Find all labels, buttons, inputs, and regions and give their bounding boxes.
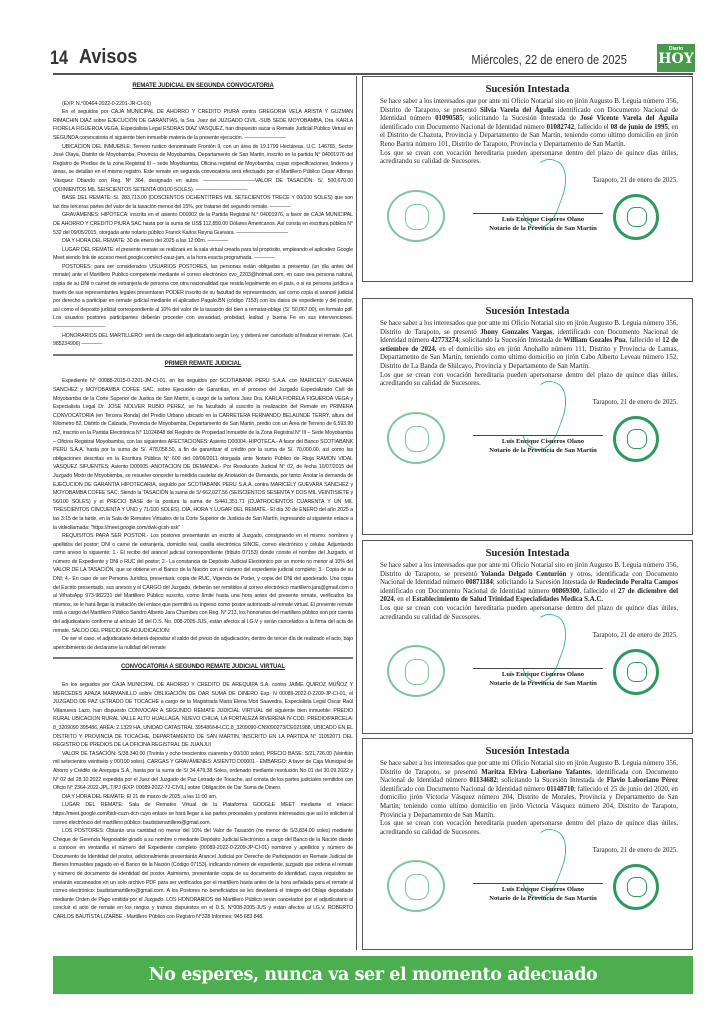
auction-paragraph: GRAVÁMENES: HIPOTECA: inscrita en el asiento D00002 de la Partida Registral N.° 04001976, a favor de CAJA MUNICIPAL DE AHORRO Y CREDITO PIURA SAC hasta por la suma de US$ 112,850.00 Dólares Americanos. Así consta en escritura pública N° 532 del 09/05/2015, otorgada ante notario público Franck Karlos Reyna Guevara. —————————— bbox=[53, 212, 353, 236]
section-title: Avisos bbox=[79, 46, 138, 68]
notary-title: Notario de la Provincia de San Martín bbox=[489, 446, 597, 454]
notice-bold-text: 00871184 bbox=[465, 579, 493, 587]
notice-paragraph bbox=[380, 820, 678, 837]
notary-seal-icon bbox=[613, 864, 659, 910]
auction-notice bbox=[53, 82, 353, 349]
auction-paragraph: LUGAR DEL REMATE: Sala de Remates Virtual de la Plataforma GOOGLE MEET mediante el enlace: https://meet.google.com/bidr-cuzn-dcn cuyo enlace se hará llegar a las partes procesales y postores interesados que así lo soliciten al correo electrónico del martillero público: bautistamartillero@gmail.com. bbox=[53, 802, 353, 826]
notary-round-stamp-icon bbox=[387, 645, 445, 697]
notary-title: Notario de la Provincia de San Martín bbox=[489, 680, 597, 688]
section-rule bbox=[53, 354, 353, 356]
notary-signature-block bbox=[363, 643, 692, 703]
auction-paragraph: De ser el caso, el adjudicatario deberá depositar el saldo del precio de adjudicación, dentro de tercer día de realizado el acto, bajo apercibimiento de declararse la nulidad del remate bbox=[53, 636, 353, 651]
notice-title: Sucesión Intestada bbox=[485, 548, 570, 559]
notice-text: Los que se crean con vocación hereditaria pueden apersonarse dentro del plazo de quince días útiles, acreditando su calidad de Sucesores. bbox=[380, 604, 678, 621]
notice-bold-text: 00869300 bbox=[551, 587, 580, 595]
notary-seal-icon bbox=[613, 194, 659, 240]
auction-notice bbox=[53, 360, 353, 653]
signature-line bbox=[473, 668, 603, 669]
notice-text: Se hace saber a los interesados que por ante mi Oficio Notarial sito en jirón Augusto B. Leguía número 356, Distrito de Tarapoto, se presentó bbox=[380, 98, 678, 114]
notary-name: Luis Enrique Cisneros Olano bbox=[501, 215, 585, 223]
auction-paragraph: En los seguidos por CAJA MUNICIPAL DE AHORRO Y CREDITO DE AREQUIPA S.A. contra JAIME QUIROZ MUÑOZ Y MERCEDES APAZA MARMANILLO sobre OBLIGACIÓN DE DAR SUMA DE DINERO Exp. N 00089-2022-0-2209-JP-CI-01, el JUZGADO DE PAZ LETRADO DE TOCACHE a cargo de la Magistrada Maria Elena Mori Saavedra, Especialista Legal Oscar Raúl Villanueva Lazo, han dispuesto CONVOCAR A SEGUNDO REMATE JUDICIAL VIRTUAL del siguiente bien inmueble: PREDIO RURAL UBICACION RURAL VALLE ALTO HUALLAGA, NUEVO CHILIA, LA FORTALEZA RIVERENA IV-COD. PREDIO/PARCELA: 8_3209090 395486, AREA: 2.1329 HA, UNIDAD CATASTRAL 395486/HH.CC.8_3209090-CN9090273/CE021988, UBICADO EN EL DISTRITO Y PROVINCIA DE TOCACHE, DEPARTAMENTO DE SAN MARTIN, INSCRITO EN LA PARTIDA N° 11052071 DEL REGISTRO DE PREDIOS DE LA OFICINA REGISTRAL DE JUANJUI bbox=[53, 682, 353, 749]
notice-text: ; fallecido el 25 de junio del 2020, en domicilio jirón Victoria Vásquez número 204, Distrito de Morales, Provincia y Departamento de San Martín; teniendo como ultimo domicilio en jirón Victoria Vásquez número 204, Distrito de Tarapoto, Provincia y Departamento de San Martín. bbox=[380, 785, 678, 819]
logo-big-text: HOY bbox=[658, 51, 694, 67]
notice-text: , en el Distrito de Chazuta, Provincia y Departamento de San Martín, teniendo como ultimo domicilio en jirón Reno Bartra número 101, Distrito de Tarapoto, Provincia y Departamento de San Martín. bbox=[380, 123, 679, 148]
auction-paragraph: VALOR DE TASACIÓN: S/38,340.00 (Treinta y ocho trescientos cuarenta y 00/100 soles). PRECIO BASE: S/21,726.00 (Veintiún mil setecientos veintiséis y 00/100 soles). CARGAS Y GRAVÁMENES: ASIENTO D00001 - EMBARGO: A favor de Caja Municipal de Ahorro y Crédito de Arequipa S.A., hasta por la suma de S/ 34,479.38 Soles, ordenado mediante resolución No 01 del 30.09.2022 y N° 02 del 28.10.2022 expedida por el Juez del Juzgado de Paz Letrado de Tocache, así consta de los partes judiciales remitidos con Oficio N° 2364-2022-JPL.T/PJ (EXP. 00089-2022-72-CIVIL) sobre Obligación de Dar Suma de Dinero. bbox=[53, 750, 353, 792]
notary-round-stamp-icon bbox=[387, 860, 445, 912]
notice-bold-text: Maritza Elvira Laboriano Yafantes bbox=[481, 768, 591, 776]
succession-notice bbox=[362, 298, 693, 535]
notary-title: Notario de la Provincia de San Martín bbox=[489, 224, 597, 232]
notice-paragraph bbox=[380, 150, 678, 167]
notice-paragraph bbox=[380, 562, 678, 605]
auction-notice-title: REMATE JUDICIAL EN SEGUNDA CONVOCATORIA bbox=[132, 83, 274, 89]
notice-text: , fallecido el bbox=[574, 123, 611, 131]
notice-text: Se hace saber a los interesados que por ante mi Oficio Notarial sito en jirón Augusto B. Leguía número 356, Distrito de Tarapoto, se presentó bbox=[380, 562, 678, 578]
notice-place-date: Tarapoto, 21 de enero de 2025. bbox=[592, 847, 678, 855]
notary-name: Luis Enrique Cisneros Olano bbox=[501, 671, 585, 679]
notice-title: Sucesión Intestada bbox=[485, 746, 570, 757]
section-rule bbox=[53, 657, 353, 659]
succession-notice bbox=[362, 738, 693, 950]
notice-body bbox=[363, 760, 692, 837]
auction-paragraph: UBICACION DEL INMUEBLE: Terreno rustico denominado Frontón II, con un área de 19.1799 Hectáreas, U.C. 146765, Sector José Olaya, Distrito de Moyobamba, Provincia de Moyobamba, Departamento de San Martín, inscrito en la partida N° 04001976 del Registro de Predios de la zona Registral III – sede Moyobamba, Oficina registral de Moyobamba, cuyas especificaciones, linderos y áreas, se detallan en el mismo registro. Este remate en segunda convocatoria será efectuado por el Martillero Público Cesar Alfonso Vásquez Obando con Reg. Nº 364, designado en autos. ——————————VALOR DE TASACIÓN: S/. 500,670.00 (QUINIENTOS MIL SEISCIENTOS SETENTA 00/100 SOLES). —————————— bbox=[53, 143, 353, 193]
signature-line bbox=[473, 435, 603, 436]
page-number: 14 bbox=[50, 48, 68, 69]
signature-line bbox=[473, 883, 603, 884]
notary-name: Luis Enrique Cisneros Olano bbox=[501, 437, 585, 445]
notice-text: , en el domicilio sito en jirón Anohallo número 111, Distrito y Provincia de Lamas, Departamento de San Martín, teniendo como ultimo domicilio en jirón Cabo Alberto Leveau número 152, Distrito de La Banda de Shilcayo, Provincia y Departamento de San Martín. bbox=[380, 345, 678, 370]
auction-notice bbox=[53, 663, 353, 921]
notice-bold-text: Jhony Gonzales Vargas bbox=[480, 328, 553, 336]
legal-notices-column bbox=[53, 78, 353, 953]
notice-bold-text: William Gozales Pua bbox=[563, 337, 626, 345]
auction-paragraph: HONORARIOS DEL MARTILLERO: será de cargo del adjudicatario según Ley, y deberá ser cancelado al finalizar el remate. (Cel. 985234906) ———— bbox=[53, 332, 353, 348]
notice-text: , identificada con Documento Nacional de Identidad número bbox=[380, 768, 678, 785]
header-rule bbox=[53, 73, 693, 75]
notice-place-date: Tarapoto, 21 de enero de 2025. bbox=[592, 176, 678, 184]
auction-paragraph: LUGAR DEL REMATE: el presente remate se realizará en la sala virtual creada para tal propósito, empleando el aplicativo Google Meet siendo link de acceso meet.google.com/ecf-zauz-jam, a la hora exacta programada. ———— bbox=[53, 246, 353, 262]
notice-text: , identificado con Documento Nacional de Identidad número bbox=[380, 328, 678, 345]
auction-paragraph: (EXP. N.°00464-2022-0-2201-JR-CI-01) bbox=[62, 100, 151, 107]
auction-paragraph: BASE DEL REMATE: S/. 283,713.00 (DOSCIENTOS OCHENTITRES MIL SETECIENTOS TRECE Y 00/100 SOLES) que son las dos terceras partes del valor de la tasación menos del 15%, por tratarse del segundo remate. ———— bbox=[53, 195, 353, 210]
notice-bold-text: Silvia Varela del Águila bbox=[480, 106, 555, 114]
auction-paragraph: En el seguidos por CAJA MUNICIPAL DE AHORRO Y CREDITO PIURA contra GREGORIA VELA ARISTA Y GUZMAN RIMACHIN DIAZ sobre EJECUCIÓN DE GARANTÍAS, la Sra. Juez del JUZGADO CIVIL -SUB SEDE MOYOBAMBA, Dra. KARLA FIORELA FIGUEROA VEGA, Especialista Legal ESDRAS DIAZ VASQUEZ, han dispuesto sacar a Remate Judicial Público Virtual en SEGUNDA convocatoria el siguiente bien inmueble materia de la presente ejecución. ———————— bbox=[53, 109, 353, 141]
auction-paragraph: DIA Y HORA DEL REMATE: El 21 de marzo de 2025, a las 11:00 am. bbox=[62, 793, 218, 800]
notice-text: ; solicitando la Sucesión Intestada de bbox=[462, 115, 581, 123]
notice-text: identificado con Documento Nacional de Identidad número bbox=[380, 106, 679, 123]
notice-paragraph bbox=[380, 320, 678, 372]
auction-paragraph: POSTORES: para ser considerados USUARIOS POSTORES, las personas están obligadas a presentar (un día antes del remate) ante el Martillero Publico competente mediante el correo electrónico cvo_2203@hotmail.com, en caso sea persona natural, copia de su DNI o carnet de extranjería de persona con otra nacionalidad que resida legalmente en el país, o si es persona jurídica a través de sus representantes legales presentaran PODER inscrito de su facultad de representación, así como copia el arancel judicial por derecho a participar en remate judicial mediante el aplicativo Pagalo.BN (código 7153) con los datos de expediente y del postor, así como el deposito judicial correspondiente al 10% del valor de la tasación del bien a rematar-oblaje (S/. 50,067.00), en formato pdf. Los usuarios postores participantes deberán proceder con veracidad, probidad, lealtad y buena Fe en sus intervenciones. —————————— bbox=[53, 263, 353, 331]
issue-date: Miércoles, 22 de enero de 2025 bbox=[471, 52, 627, 67]
notice-text: y otros, identificada con Documento Nacional de Identidad número bbox=[380, 570, 678, 587]
succession-notice bbox=[362, 76, 693, 282]
logo-small-text: Diario bbox=[668, 46, 684, 52]
notice-body bbox=[363, 98, 692, 167]
auction-paragraph: DIA Y HORA DEL REMATE: 30 de enero del 2025 a las 12:00m. ———— bbox=[62, 238, 229, 245]
notice-body bbox=[363, 320, 692, 389]
notice-text: Los que se crean con vocación hereditaria pueden apersonarse dentro del plazo de quince días útiles, acreditando su calidad de Sucesores. bbox=[380, 371, 678, 388]
notice-text: ; solicitando la Sucesión Intestada de bbox=[496, 777, 607, 785]
notice-bold-text: José Vicente Varela del Águila bbox=[580, 115, 679, 123]
notary-seal-icon bbox=[613, 416, 659, 462]
notice-text: Los que se crean con vocación hereditaria pueden apersonarse dentro del plazo de quince días útiles, acreditando su calidad de Sucesores. bbox=[380, 149, 678, 166]
auction-notice-title: PRIMER REMATE JUDICIAL bbox=[164, 360, 242, 367]
notice-text: ; solicitando la Sucesión Intestada de bbox=[458, 337, 564, 345]
column-divider bbox=[356, 76, 357, 950]
notice-paragraph bbox=[380, 605, 678, 622]
notice-text: , fallecido el bbox=[625, 337, 663, 345]
notary-signature-block bbox=[363, 858, 692, 918]
auction-paragraph: LOS POSTORES: Oblarán una cantidad no menor del 10% del Valor de Tasación (no menor de S/3,834.00 soles) mediante Cheque de Gerencia Negociable girado a su nombre o mediante Depósito Judicial Electrónico a cargo del Banco de la Nación dando a conocer en ventanilla el número del Expediente completo (00089-2022-0-2209-JP-CI-01) nombres y apellidos y número de Documento de Identidad del postor, adicionalmente presentarán Arancel Judicial por Derecho de Participación en Remate Judicial de Bienes Inmuebles pagado en el Banco de la Nación (Código 07153), indicando número de expediente, juzgado que ordena el remate y número de documento de identidad del postor. Asimismo, presentarán copia de su documento de identidad, cuyos requisitos se enviarán escaneados en un solo archivo PDF para ser verificados por el martillero hasta antes de la hora señalada para el remate al correo electrónico: bautistamartillero@gmail.com. A los Postores no beneficiados se les devolverá el íntegro del Oblaje depositado mediante Orden de Pago emitida por el Juzgado. LOS HONORARIOS del Martillero Público serán cancelados por el adjudicatario al concluir el acto de remate en los rangos y tramos dispuestos en el D.S. N°008-2005-JUS y están afectos al I.G.V. ROBERTO CARLOS BAUTISTA LIZARBE - Martillero Público con Registro N°328 Informes: 945 683 848. bbox=[53, 828, 353, 921]
notice-bold-text: Rudecindo Peralta Campos bbox=[597, 579, 678, 587]
notice-text: Se hace saber a los interesados que por ante mi Oficio Notarial sito en jirón Augusto B. Leguía número 356, Distrito de Tarapoto, se presentó bbox=[380, 320, 678, 336]
notice-body bbox=[363, 562, 692, 622]
signature-line bbox=[473, 213, 603, 214]
notice-bold-text: 12 de setiembre de 2024 bbox=[380, 337, 678, 353]
notice-text: Los que se crean con vocación hereditaria pueden apersonarse dentro del plazo de quince días útiles, acreditando su calidad de Sucesores. bbox=[380, 820, 678, 836]
notice-text: Se hace saber a los interesados que por ante mi Oficio Notarial sito en jirón Augusto B. Leguía número 356, Distrito de Tarapoto, se presentó bbox=[380, 760, 678, 776]
notice-text: ; solicitando la Sucesión Intestada de bbox=[492, 579, 598, 587]
notary-signature-block bbox=[363, 410, 692, 470]
notice-bold-text: Flavio Laboriano Pérez bbox=[606, 777, 679, 785]
notary-title: Notario de la Provincia de San Martín bbox=[489, 895, 597, 903]
auction-notice-title: CONVOCATORIA A SEGUNDO REMATE JUDICIAL VIRTUAL bbox=[120, 664, 286, 671]
notary-seal-icon bbox=[613, 649, 659, 695]
notice-text: identificado con Documento Nacional de Identidad número bbox=[380, 785, 547, 793]
notice-place-date: Tarapoto, 21 de enero de 2025. bbox=[592, 632, 678, 640]
notice-place-date: Tarapoto, 21 de enero de 2025. bbox=[592, 398, 678, 406]
notice-bold-text: 08 de junio de 1995 bbox=[610, 123, 668, 131]
notice-bold-text: 42773274 bbox=[430, 337, 459, 345]
notice-bold-text: 27 de diciembre del 2024 bbox=[380, 587, 678, 604]
notice-bold-text: 01148710 bbox=[546, 785, 574, 793]
diario-hoy-logo bbox=[657, 44, 695, 72]
notice-bold-text: 01134682 bbox=[469, 777, 497, 785]
notary-round-stamp-icon bbox=[387, 190, 445, 242]
notary-signature-block bbox=[363, 188, 692, 248]
notice-text: , fallecido el bbox=[579, 587, 619, 595]
notary-name: Luis Enrique Cisneros Olano bbox=[501, 886, 585, 894]
notice-title: Sucesión Intestada bbox=[485, 84, 570, 95]
notice-paragraph bbox=[380, 760, 678, 820]
auction-paragraph: REQUISITOS PARA SER POSTOR.- Los postores presentarán un escrito al Juzgado, consignando en el mismo: nombres y apellidos del postor; DNI o carne de extranjería, domicilio real, casilla electrónica SINOE, correo electrónico y celular. Adjuntando como anexo lo siguiente: 1.- El recibo del arancel judicial correspondiente (tributo 07153) donde conste el nombre del Juzgado, el número de Expediente y DNI o RUC del postor; 2.- La constancia de Depósito Judicial Electrónico por un monto no menor al 10% del VALOR DE LA TASACIÓN, que se obtiene en el Banco de la Nación con el número del expediente judicial completo; 3.- Copia de su DNI; 4.- En caso de ser Persona Jurídica, presentará: copia de RUC, Vigencia de Poder, y copia del DNI del apoderado. Una copia del Escrito presentado, sus anexos y el CARGO del Juzgado, deberán ser remitidos al correo electrónico martillero.jara@gmail.com o al WhatsApp 973-982231 del Martillero Público suscrito, como límite hasta una hora antes del presente remate, verificados los mismos, se le hará llegar la invitación del enlace que permitirá su ingreso como postor autorizado al remate virtual. El presente remate está a cargo del Martillero Público Sandro Alberto Jara Chumbes con Reg. N° 213, los honorarios del martillero público son por cuenta del adjudicatario conforme al artículo 18 del D.S. No. 008-2005-JUS, están afectos al I.G.V y serán cancelados a la firma del acta de remate. SALDO DEL PRECIO DE ADJUDICACION: bbox=[53, 533, 353, 634]
notice-bold-text: 01082742 bbox=[546, 123, 575, 131]
auction-paragraph: Expediente N° 00088-2015-0-2201-JM-CI-01, en los seguidos por SCOTIABANK PERU S.A.A. con MARICELY GUEVARA SANCHEZ y MOYOBAMBA COFEE SAC, sobre Ejecución de Garantías, en el proceso del Juzgado Especializado Civil de Moyobamba de la Corte Superior de Justica de San Martín, a cargo de la señora Juez Dra. KARLA FIORELA FIGUEROA VEGA y Especialista Legal Dr. JOSE NOLVER RUBIO PEREZ, se ha facultado al suscrito la realización del Remate en PRIMERA CONVOCATORIA (en Tercera Ronda) del Predio Urbano ubicado en la CARRETERA FERNANDO BELAUNDE TERRY, altura del Kilometro 82, Distrito de Calzada, Provincia de Moyobamba, Departamento de San Martín, predio con un Área de Terreno de 6,593.90 m2, inscrito en la Partida Electrónica N° 11024848 del Registro de Propiedad Inmueble de la Zona Registral N° III – Sede Moyobamba – Oficina Registral Moyobamba, con las siguientes AFECTACIONES: Asiento D00004.-HIPOTECA.- A favor del Banco SCOTIABANK PERU S.A.A. hasta por la suma de S/. 478,058.50, a fin de garantizar el crédito por la suma de S/. 70,000.00, así como las obligaciones descritas en la Escritura Pública N° 600 del 09/06/2011 otorgada ante Notario Público de Rioja RAMON VIDAL VASQUEZ SIFUENTES; Asiento D00005.-ANOTACION DE DEMANDA.- Por Resolución Judicial N° 02, de fecha 10/07/2015 del Juzgado Mixto de Moyobamba, se resuelve conceder la medida cautelar de Anotación de Demanda, por tanto: Anotar la demanda de EJECUCION DE GARANTIA HIPOTECARIA, seguido por SCOTIABANK PERU S.A.A. contra MARICELY GUEVARA SANCHEZ y MOYOBAMBA COFEE SAC. Siendo la TASACIÓN la suma de S/ 662,027.56 (SEISCIENTOS SESENTA Y DOS MIL VEINTISIETE y 56/100 SOLES) y el PRECIO BASE de la postura la suma de S/441,351.71 (CUATROCIENTOS CUARENTA Y UN MIL TRESCIENTOS CINCUENTA Y UNO y 71/100 SOLES). DIA, HORA Y LUGAR DEL REMATE.- El día 30 de ENERO del año 2025 a las 3:15 de la tarde, en la Sala de Remates Virtuales de la Corte Superior de Justicia de San Martín, ingresando al siguiente enlace a la videollamada: "https://meet.google.com/dwk-gcsh-ssk" bbox=[53, 378, 353, 531]
notice-text: identificado con Documento Nacional de Identidad número bbox=[380, 587, 552, 595]
notice-text: , en el bbox=[393, 596, 413, 604]
notice-paragraph bbox=[380, 98, 678, 150]
notary-round-stamp-icon bbox=[387, 412, 445, 464]
notice-bold-text: Establecimiento de Salud Trinidad Especialidades Medica S.A.C. bbox=[412, 596, 604, 604]
notice-title: Sucesión Intestada bbox=[485, 306, 570, 317]
succession-notice bbox=[362, 540, 693, 734]
notice-paragraph bbox=[380, 372, 678, 389]
notice-text: identificado con Documento Nacional de Identidad número bbox=[380, 123, 547, 131]
page-header bbox=[50, 44, 695, 72]
footer-banner: No esperes, nunca va ser el momento adecuado bbox=[53, 956, 693, 994]
notice-bold-text: 01090585 bbox=[435, 115, 463, 123]
notice-bold-text: Yolanda Delgado Centurión bbox=[480, 570, 567, 578]
